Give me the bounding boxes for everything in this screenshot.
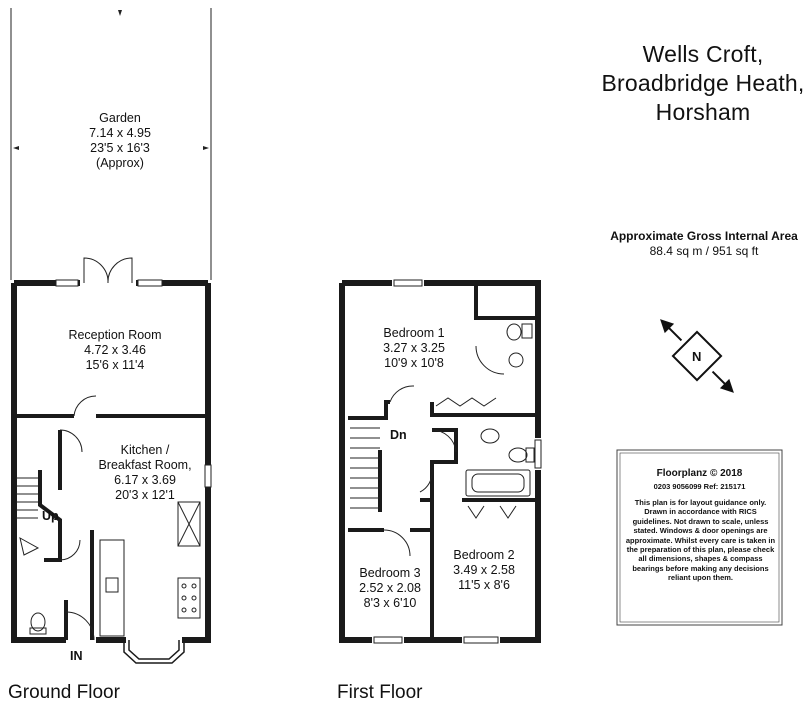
kitchen-imperial: 20'3 x 12'1	[115, 488, 175, 502]
garden-imperial: 23'5 x 16'3	[90, 141, 150, 155]
area-label: Approximate Gross Internal Area	[610, 229, 798, 243]
bedroom2-metric: 3.49 x 2.58	[453, 563, 515, 577]
stairs-down-label: Dn	[390, 428, 407, 442]
garden-note: (Approx)	[96, 156, 144, 170]
disclaimer	[617, 450, 782, 625]
stairs-up-label: Up	[42, 509, 59, 523]
bedroom1-metric: 3.27 x 3.25	[383, 341, 445, 355]
kitchen-units	[100, 502, 200, 636]
disclaimer-title: Floorplanz © 2018	[656, 468, 743, 479]
reception-name: Reception Room	[68, 328, 162, 342]
reception-metric: 4.72 x 3.46	[84, 343, 146, 357]
bedroom3-imperial: 8'3 x 6'10	[363, 596, 417, 610]
address-line-3: Horsham	[655, 99, 751, 125]
ground-stairs	[16, 478, 38, 518]
bedroom2-label	[436, 548, 532, 593]
compass-north-label: N	[692, 349, 702, 364]
disclaimer-body: This plan is for layout guidance only. Drawn in accordance with RICS guidelines. Not drawn to scale, unless stated. Windows & door openings are approximate. Whilst every care is taken in the preparation of this plan, please check all dimensions, shapes & compass bearings before making any decisions reliant upon them.	[625, 498, 776, 583]
kitchen-metric: 6.17 x 3.69	[114, 473, 176, 487]
bedroom3-label	[350, 566, 430, 611]
kitchen-name-2: Breakfast Room,	[98, 458, 192, 472]
bedroom2-name: Bedroom 2	[453, 548, 515, 562]
first-stairs	[350, 428, 380, 508]
garden-name: Garden	[99, 111, 141, 125]
garden-label	[70, 111, 170, 171]
ground-wc	[20, 538, 46, 634]
bedroom1-imperial: 10'9 x 10'8	[384, 356, 444, 370]
bedroom1-label	[364, 326, 464, 371]
entrance-label: IN	[70, 649, 83, 663]
kitchen-label	[85, 443, 205, 503]
disclaimer-ref: 0203 9056099 Ref: 215171	[653, 482, 746, 491]
ground-floor-title: Ground Floor	[8, 682, 120, 703]
address-line-2: Broadbridge Heath,	[601, 70, 805, 96]
bedroom1-name: Bedroom 1	[383, 326, 445, 340]
property-address	[592, 40, 811, 127]
reception-label	[55, 328, 175, 373]
garden-metric: 7.14 x 4.95	[89, 126, 151, 140]
bay-window	[124, 640, 184, 663]
address-line-1: Wells Croft,	[642, 41, 764, 67]
first-floor-title: First Floor	[337, 682, 423, 703]
bedroom2-imperial: 11'5 x 8'6	[458, 578, 510, 592]
first-floor-doors	[384, 346, 504, 556]
area-value: 88.4 sq m / 951 sq ft	[649, 244, 759, 258]
bedroom3-metric: 2.52 x 2.08	[359, 581, 421, 595]
reception-imperial: 15'6 x 11'4	[85, 358, 145, 372]
kitchen-name-1: Kitchen /	[120, 443, 170, 457]
french-doors	[84, 258, 132, 283]
gross-internal-area	[596, 229, 811, 259]
bedroom3-name: Bedroom 3	[359, 566, 421, 580]
